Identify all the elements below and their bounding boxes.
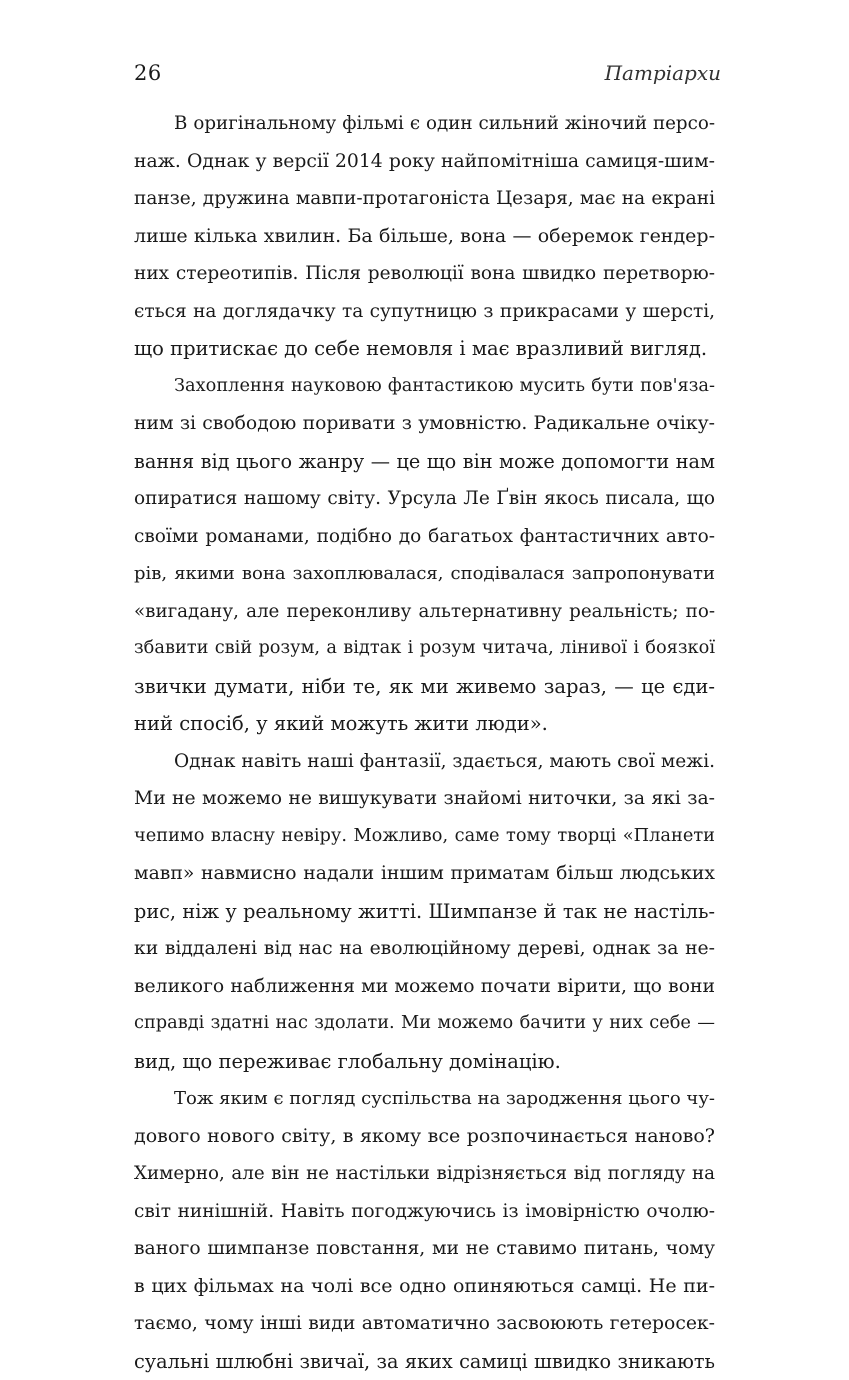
text-line: Тож яким є погляд суспільства на зародження цього чу- — [134, 1080, 715, 1118]
paragraph — [134, 1080, 715, 1380]
text-line: справді здатні нас здолати. Ми можемо бачити у них себе — — [134, 1005, 715, 1043]
text-line: в цих фільмах на чолі все одно опиняються самці. Не пи- — [134, 1268, 715, 1306]
body-text — [134, 105, 715, 1380]
text-line: ним зі свободою поривати з умовністю. Радикальне очіку- — [134, 405, 715, 443]
text-line: рів, якими вона захоплювалася, сподівалася запропонувати — [134, 555, 715, 593]
text-line: великого наближення ми можемо почати вірити, що вони — [134, 968, 715, 1006]
text-line: звички думати, ніби те, як ми живемо зараз, — це єди- — [134, 668, 715, 706]
text-line: мавп» навмисно надали іншим приматам більш людських — [134, 855, 715, 893]
text-line: дового нового світу, в якому все розпочинається наново? — [134, 1118, 715, 1156]
text-line: світ нинішній. Навіть погоджуючись із імовірністю очолю- — [134, 1193, 715, 1231]
text-line: лише кілька хвилин. Ба більше, вона — оберемок гендер- — [134, 218, 715, 256]
text-line: таємо, чому інші види автоматично засвоюють гетеросек- — [134, 1305, 715, 1343]
text-line: наж. Однак у версії 2014 року найпомітніша самиця-шим- — [134, 143, 715, 181]
text-line: своїми романами, подібно до багатьох фантастичних авто- — [134, 518, 715, 556]
text-line: що притискає до себе немовля і має вразливий вигляд. — [134, 330, 715, 368]
text-line: них стереотипів. Після революції вона швидко перетворю- — [134, 255, 715, 293]
text-line: В оригінальному фільмі є один сильний жіночий персо- — [134, 105, 715, 143]
text-line: Химерно, але він не настільки відрізняється від погляду на — [134, 1155, 715, 1193]
text-line: вання від цього жанру — це що він може допомогти нам — [134, 443, 715, 481]
text-line: збавити свій розум, а відтак і розум читача, лінивої і боязкої — [134, 630, 715, 668]
text-line: «вигадану, але переконливу альтернативну реальність; по- — [134, 593, 715, 631]
text-line: Захоплення науковою фантастикою мусить бути пов'яза- — [134, 368, 715, 406]
text-line: панзе, дружина мавпи-протагоніста Цезаря, має на екрані — [134, 180, 715, 218]
paragraph — [134, 743, 715, 1081]
text-line: чепимо власну невіру. Можливо, саме тому творці «Планети — [134, 818, 715, 856]
running-title: Патріархи — [605, 58, 721, 88]
text-line: вид, що переживає глобальну домінацію. — [134, 1043, 715, 1081]
text-line: ваного шимпанзе повстання, ми не ставимо питань, чому — [134, 1230, 715, 1268]
paragraph — [134, 105, 715, 368]
text-line: Однак навіть наші фантазії, здається, мають свої межі. — [134, 743, 715, 781]
text-line: ки віддалені від нас на еволюційному дереві, однак за не- — [134, 930, 715, 968]
text-line: рис, ніж у реальному житті. Шимпанзе й так не настіль- — [134, 893, 715, 931]
text-line: суальні шлюбні звичаї, за яких самиці швидко зникають — [134, 1343, 715, 1380]
page-number: 26 — [134, 58, 162, 88]
text-line: ється на доглядачку та супутницю з прикрасами у шерсті, — [134, 293, 715, 331]
text-line: ний спосіб, у який можуть жити люди». — [134, 705, 715, 743]
paragraph — [134, 368, 715, 743]
text-line: Ми не можемо не вишукувати знайомі ниточки, за які за- — [134, 780, 715, 818]
text-line: опиратися нашому світу. Урсула Ле Ґвін якось писала, що — [134, 480, 715, 518]
